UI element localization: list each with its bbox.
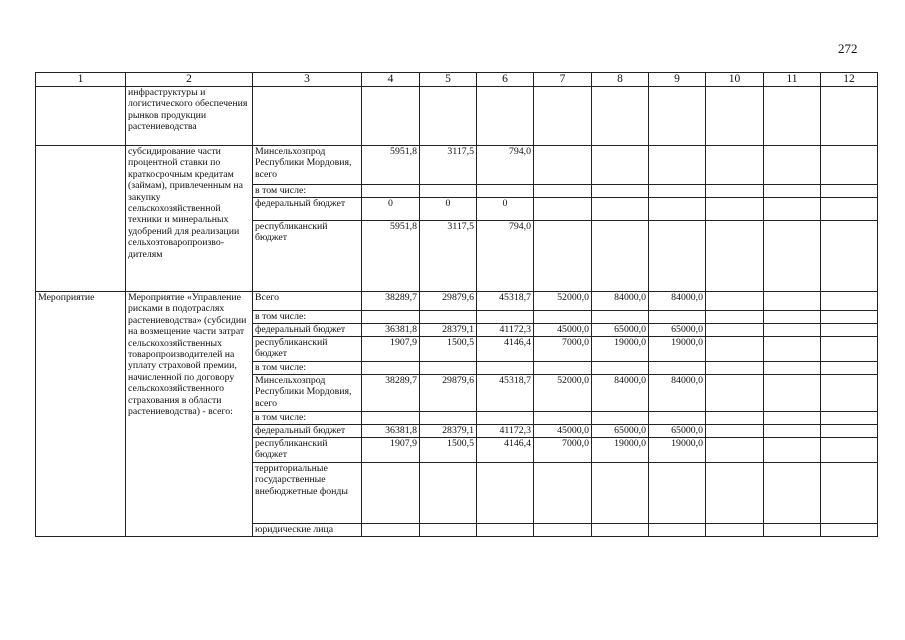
value-cell bbox=[362, 185, 420, 198]
value-cell bbox=[821, 524, 878, 537]
value-cell: 45318,7 bbox=[477, 375, 534, 412]
column-number-cell: 1 bbox=[36, 73, 126, 87]
value-cell bbox=[649, 185, 706, 198]
source-label-cell: в том числе: bbox=[253, 185, 362, 198]
value-cell bbox=[477, 87, 534, 146]
value-cell bbox=[764, 87, 821, 146]
value-cell: 4146,4 bbox=[477, 337, 534, 362]
value-cell bbox=[706, 425, 764, 438]
value-cell: 28379,1 bbox=[420, 425, 477, 438]
value-cell bbox=[706, 524, 764, 537]
value-cell bbox=[592, 146, 649, 185]
source-label-cell: Всего bbox=[253, 292, 362, 311]
value-cell bbox=[764, 337, 821, 362]
description-cell: инфраструктуры и логистического обеспечения рынков продукции растениеводства bbox=[126, 87, 253, 146]
source-label-cell: территориальные государственные внебюджетные фонды bbox=[253, 463, 362, 524]
value-cell bbox=[420, 311, 477, 324]
value-cell bbox=[362, 311, 420, 324]
value-cell bbox=[821, 311, 878, 324]
value-cell bbox=[821, 463, 878, 524]
value-cell bbox=[362, 524, 420, 537]
value-cell bbox=[362, 463, 420, 524]
value-cell: 38289,7 bbox=[362, 292, 420, 311]
value-cell: 65000,0 bbox=[649, 324, 706, 337]
value-cell bbox=[821, 146, 878, 185]
value-cell bbox=[592, 87, 649, 146]
value-cell bbox=[706, 311, 764, 324]
value-cell bbox=[534, 412, 592, 425]
value-cell bbox=[534, 221, 592, 292]
budget-table bbox=[35, 72, 878, 537]
value-cell bbox=[362, 412, 420, 425]
value-cell bbox=[534, 463, 592, 524]
value-cell: 84000,0 bbox=[592, 292, 649, 311]
value-cell: 36381,8 bbox=[362, 324, 420, 337]
value-cell bbox=[534, 524, 592, 537]
value-cell bbox=[764, 185, 821, 198]
value-cell bbox=[534, 185, 592, 198]
value-cell bbox=[821, 221, 878, 292]
value-cell: 0 bbox=[362, 198, 420, 221]
source-label-cell: республиканский бюджет bbox=[253, 337, 362, 362]
value-cell: 84000,0 bbox=[649, 375, 706, 412]
column-number-cell: 9 bbox=[649, 73, 706, 87]
value-cell: 52000,0 bbox=[534, 375, 592, 412]
value-cell: 1500,5 bbox=[420, 438, 477, 463]
value-cell bbox=[362, 87, 420, 146]
value-cell bbox=[420, 524, 477, 537]
value-cell bbox=[706, 292, 764, 311]
value-cell: 41172,3 bbox=[477, 324, 534, 337]
value-cell: 0 bbox=[420, 198, 477, 221]
column-number-cell: 6 bbox=[477, 73, 534, 87]
value-cell bbox=[764, 292, 821, 311]
value-cell bbox=[534, 362, 592, 375]
value-cell bbox=[764, 221, 821, 292]
value-cell bbox=[821, 292, 878, 311]
value-cell bbox=[592, 524, 649, 537]
source-label-cell: юридические лица bbox=[253, 524, 362, 537]
value-cell bbox=[592, 198, 649, 221]
value-cell bbox=[706, 438, 764, 463]
column-number-cell: 7 bbox=[534, 73, 592, 87]
value-cell bbox=[764, 146, 821, 185]
value-cell bbox=[706, 362, 764, 375]
value-cell: 1907,9 bbox=[362, 337, 420, 362]
source-label-cell: федеральный бюджет bbox=[253, 324, 362, 337]
source-label-cell: в том числе: bbox=[253, 311, 362, 324]
value-cell bbox=[706, 185, 764, 198]
description-cell: Мероприятие «Управление рисками в подотраслях растениеводства» (субсидии на возмещение части затрат сельскохозяйственных товаропроизводителей на уплату страховой премии, начисленной по договору сельскохозяйственного страхования в области растениеводства) - всего: bbox=[126, 292, 253, 537]
type-cell bbox=[36, 87, 126, 146]
value-cell bbox=[649, 311, 706, 324]
value-cell: 3117,5 bbox=[420, 221, 477, 292]
value-cell: 19000,0 bbox=[592, 438, 649, 463]
value-cell bbox=[706, 412, 764, 425]
column-number-cell: 12 bbox=[821, 73, 878, 87]
value-cell bbox=[706, 87, 764, 146]
value-cell bbox=[477, 311, 534, 324]
value-cell: 84000,0 bbox=[649, 292, 706, 311]
value-cell: 1907,9 bbox=[362, 438, 420, 463]
source-label-cell: федеральный бюджет bbox=[253, 198, 362, 221]
type-cell bbox=[36, 146, 126, 292]
value-cell bbox=[764, 425, 821, 438]
source-label-cell: в том числе: bbox=[253, 362, 362, 375]
source-label-cell: Минсельхозпрод Республики Мордовия, всего bbox=[253, 375, 362, 412]
value-cell bbox=[477, 524, 534, 537]
source-label-cell: республиканский бюджет bbox=[253, 438, 362, 463]
value-cell bbox=[420, 87, 477, 146]
value-cell: 36381,8 bbox=[362, 425, 420, 438]
value-cell: 0 bbox=[477, 198, 534, 221]
value-cell: 7000,0 bbox=[534, 337, 592, 362]
value-cell: 28379,1 bbox=[420, 324, 477, 337]
value-cell: 7000,0 bbox=[534, 438, 592, 463]
value-cell bbox=[649, 198, 706, 221]
value-cell bbox=[477, 362, 534, 375]
value-cell bbox=[821, 337, 878, 362]
value-cell bbox=[649, 412, 706, 425]
value-cell: 3117,5 bbox=[420, 146, 477, 185]
value-cell: 65000,0 bbox=[592, 324, 649, 337]
value-cell bbox=[649, 146, 706, 185]
table-row bbox=[36, 146, 878, 185]
value-cell bbox=[706, 221, 764, 292]
value-cell bbox=[764, 198, 821, 221]
column-number-cell: 11 bbox=[764, 73, 821, 87]
value-cell bbox=[706, 146, 764, 185]
value-cell bbox=[764, 362, 821, 375]
value-cell bbox=[821, 438, 878, 463]
value-cell bbox=[649, 524, 706, 537]
table-row bbox=[36, 87, 878, 146]
source-label-cell: федеральный бюджет bbox=[253, 425, 362, 438]
value-cell: 794,0 bbox=[477, 146, 534, 185]
description-cell: субсидирование части процентной ставки по краткосрочным кредитам (займам), привлеченным на закупку сельскохозяйственной техники и минеральных удобрений для реализации сельхозтоваропроизво- дителям bbox=[126, 146, 253, 292]
value-cell: 38289,7 bbox=[362, 375, 420, 412]
value-cell bbox=[592, 362, 649, 375]
value-cell: 5951,8 bbox=[362, 221, 420, 292]
value-cell bbox=[592, 185, 649, 198]
value-cell: 29879,6 bbox=[420, 375, 477, 412]
value-cell bbox=[821, 198, 878, 221]
value-cell bbox=[420, 362, 477, 375]
value-cell bbox=[534, 87, 592, 146]
value-cell bbox=[649, 362, 706, 375]
column-number-cell: 10 bbox=[706, 73, 764, 87]
value-cell bbox=[477, 412, 534, 425]
value-cell bbox=[706, 375, 764, 412]
column-number-cell: 4 bbox=[362, 73, 420, 87]
column-number-cell: 2 bbox=[126, 73, 253, 87]
value-cell bbox=[592, 463, 649, 524]
value-cell bbox=[592, 311, 649, 324]
value-cell: 794,0 bbox=[477, 221, 534, 292]
value-cell bbox=[764, 524, 821, 537]
value-cell: 45000,0 bbox=[534, 425, 592, 438]
value-cell: 4146,4 bbox=[477, 438, 534, 463]
value-cell: 45000,0 bbox=[534, 324, 592, 337]
value-cell bbox=[534, 146, 592, 185]
value-cell bbox=[649, 221, 706, 292]
value-cell bbox=[764, 463, 821, 524]
value-cell: 19000,0 bbox=[649, 438, 706, 463]
value-cell: 19000,0 bbox=[649, 337, 706, 362]
value-cell bbox=[592, 412, 649, 425]
value-cell bbox=[764, 375, 821, 412]
value-cell bbox=[821, 375, 878, 412]
value-cell bbox=[362, 362, 420, 375]
value-cell: 65000,0 bbox=[649, 425, 706, 438]
value-cell: 41172,3 bbox=[477, 425, 534, 438]
value-cell bbox=[821, 324, 878, 337]
source-label-cell: республиканский бюджет bbox=[253, 221, 362, 292]
value-cell bbox=[821, 87, 878, 146]
page-number: 272 bbox=[838, 41, 858, 56]
value-cell: 1500,5 bbox=[420, 337, 477, 362]
value-cell: 65000,0 bbox=[592, 425, 649, 438]
value-cell bbox=[534, 311, 592, 324]
value-cell bbox=[592, 221, 649, 292]
source-label-cell: Минсельхозпрод Республики Мордовия, всего bbox=[253, 146, 362, 185]
value-cell: 5951,8 bbox=[362, 146, 420, 185]
value-cell bbox=[764, 412, 821, 425]
source-label-cell: в том числе: bbox=[253, 412, 362, 425]
value-cell bbox=[764, 324, 821, 337]
value-cell bbox=[477, 185, 534, 198]
column-number-cell: 8 bbox=[592, 73, 649, 87]
value-cell: 45318,7 bbox=[477, 292, 534, 311]
value-cell bbox=[253, 87, 362, 146]
value-cell bbox=[420, 185, 477, 198]
value-cell bbox=[420, 412, 477, 425]
header-row bbox=[36, 73, 878, 87]
value-cell bbox=[821, 362, 878, 375]
value-cell bbox=[821, 425, 878, 438]
value-cell bbox=[477, 463, 534, 524]
column-number-cell: 3 bbox=[253, 73, 362, 87]
table-row bbox=[36, 292, 878, 311]
value-cell: 19000,0 bbox=[592, 337, 649, 362]
value-cell bbox=[764, 438, 821, 463]
value-cell bbox=[420, 463, 477, 524]
value-cell: 52000,0 bbox=[534, 292, 592, 311]
value-cell bbox=[649, 87, 706, 146]
type-cell: Мероприятие bbox=[36, 292, 126, 537]
value-cell bbox=[649, 463, 706, 524]
value-cell bbox=[764, 311, 821, 324]
value-cell bbox=[706, 337, 764, 362]
value-cell bbox=[821, 185, 878, 198]
value-cell bbox=[706, 198, 764, 221]
value-cell: 84000,0 bbox=[592, 375, 649, 412]
column-number-cell: 5 bbox=[420, 73, 477, 87]
value-cell bbox=[706, 324, 764, 337]
value-cell: 29879,6 bbox=[420, 292, 477, 311]
value-cell bbox=[706, 463, 764, 524]
value-cell bbox=[821, 412, 878, 425]
value-cell bbox=[534, 198, 592, 221]
